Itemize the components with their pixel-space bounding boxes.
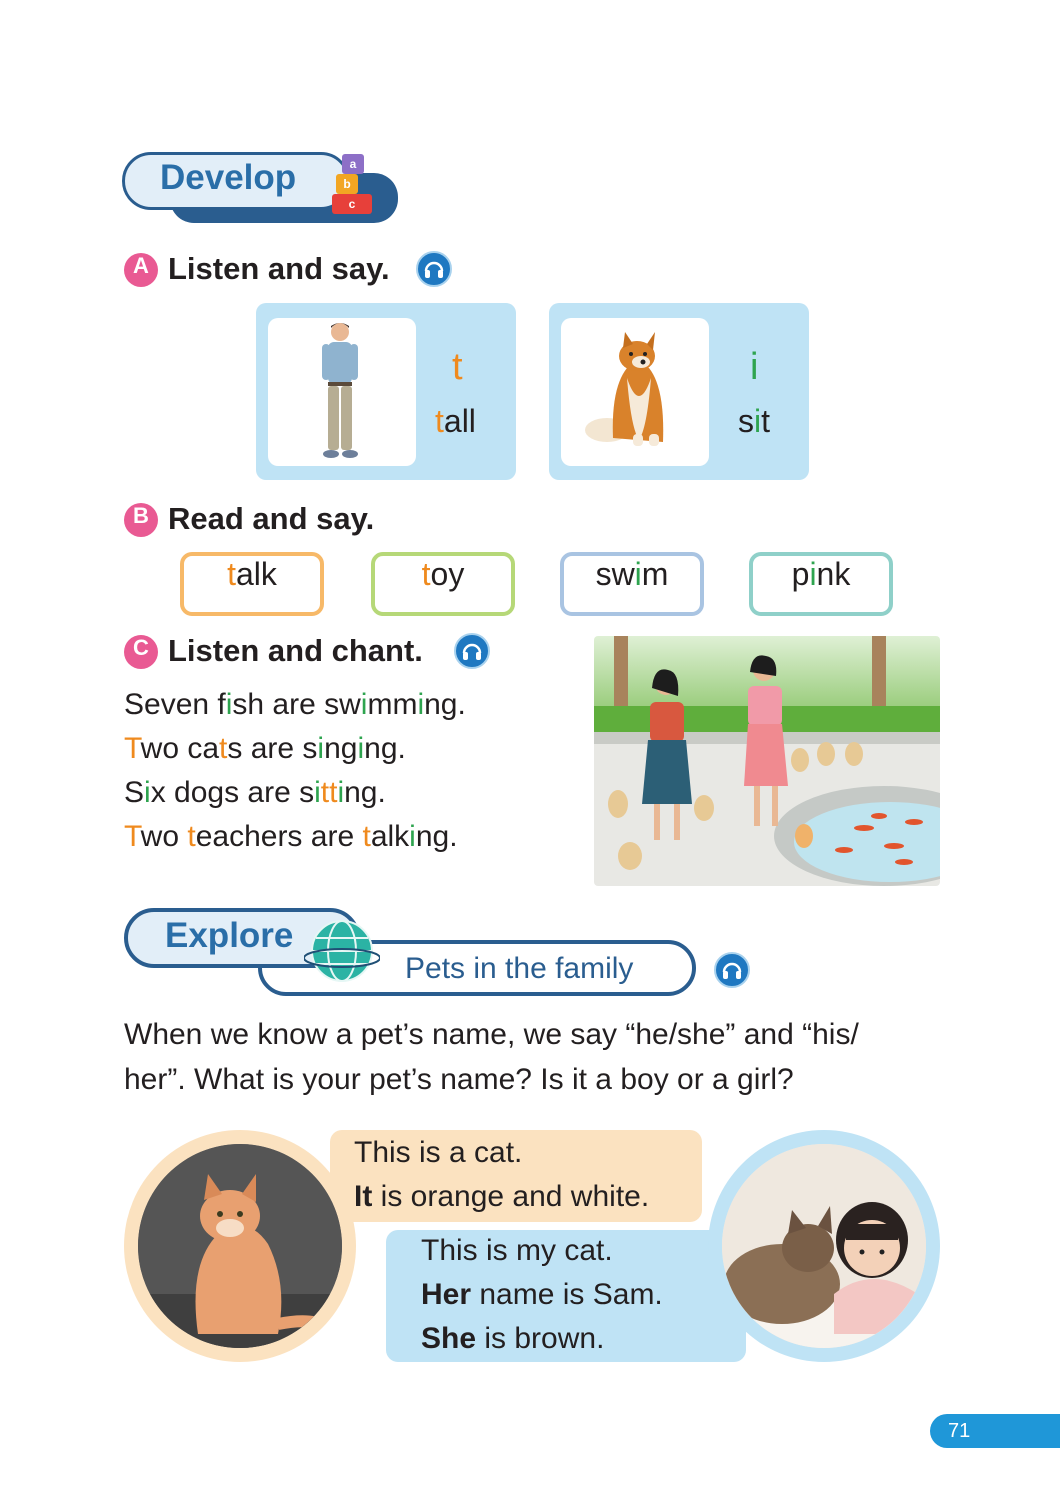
orange-cat-photo: [138, 1144, 342, 1348]
letter-i: i: [750, 346, 759, 388]
abc-blocks-icon: [330, 154, 374, 216]
word-tall: tall: [435, 403, 476, 439]
word-box: talk: [180, 552, 324, 616]
man-image: [268, 318, 416, 466]
block-b: b: [336, 174, 358, 194]
audio-icon[interactable]: [714, 952, 750, 988]
chant-line: Two cats are singing.: [124, 732, 406, 765]
audio-icon[interactable]: [454, 633, 490, 669]
bubble2-line1: This is my cat.: [421, 1234, 613, 1267]
explore-title: Explore: [165, 916, 294, 955]
standing-man-illustration: [268, 318, 416, 466]
bubble2-line2: Her name is Sam.: [421, 1278, 663, 1311]
explore-paragraph-line2: her”. What is your pet’s name? Is it a boy or a girl?: [124, 1063, 794, 1096]
word-box: swim: [560, 552, 704, 616]
globe-icon: [304, 918, 380, 984]
letter-t: t: [452, 346, 463, 388]
word-sit: sit: [738, 403, 770, 439]
block-a: a: [342, 154, 364, 174]
section-a-badge: A: [124, 253, 158, 287]
section-c-title: Listen and chant.: [168, 633, 423, 668]
audio-icon[interactable]: [416, 251, 452, 287]
develop-title: Develop: [160, 158, 297, 197]
park-illustration: [594, 636, 940, 886]
bubble1-line1: This is a cat.: [354, 1136, 523, 1169]
dog-image: [561, 318, 709, 466]
park-scene-image: [594, 636, 940, 886]
bubble1-line2: It is orange and white.: [354, 1180, 650, 1213]
bubble2-line3: She is brown.: [421, 1322, 605, 1355]
explore-paragraph-line1: When we know a pet’s name, we say “he/she” and “his/: [124, 1018, 859, 1051]
sitting-dog-illustration: [561, 318, 709, 466]
word-box: toy: [371, 552, 515, 616]
section-b-title: Read and say.: [168, 501, 375, 536]
section-b-badge: B: [124, 503, 158, 537]
page-number: 71: [930, 1414, 1060, 1448]
section-c-badge: C: [124, 635, 158, 669]
girl-with-cat-photo: [722, 1144, 926, 1348]
explore-subtitle: Pets in the family: [405, 952, 634, 985]
word-box: pink: [749, 552, 893, 616]
section-a-title: Listen and say.: [168, 251, 390, 286]
chant-line: Seven fish are swimming.: [124, 688, 466, 721]
chant-line: Six dogs are sitting.: [124, 776, 386, 809]
block-c: c: [332, 194, 372, 214]
chant-line: Two teachers are talking.: [124, 820, 458, 853]
